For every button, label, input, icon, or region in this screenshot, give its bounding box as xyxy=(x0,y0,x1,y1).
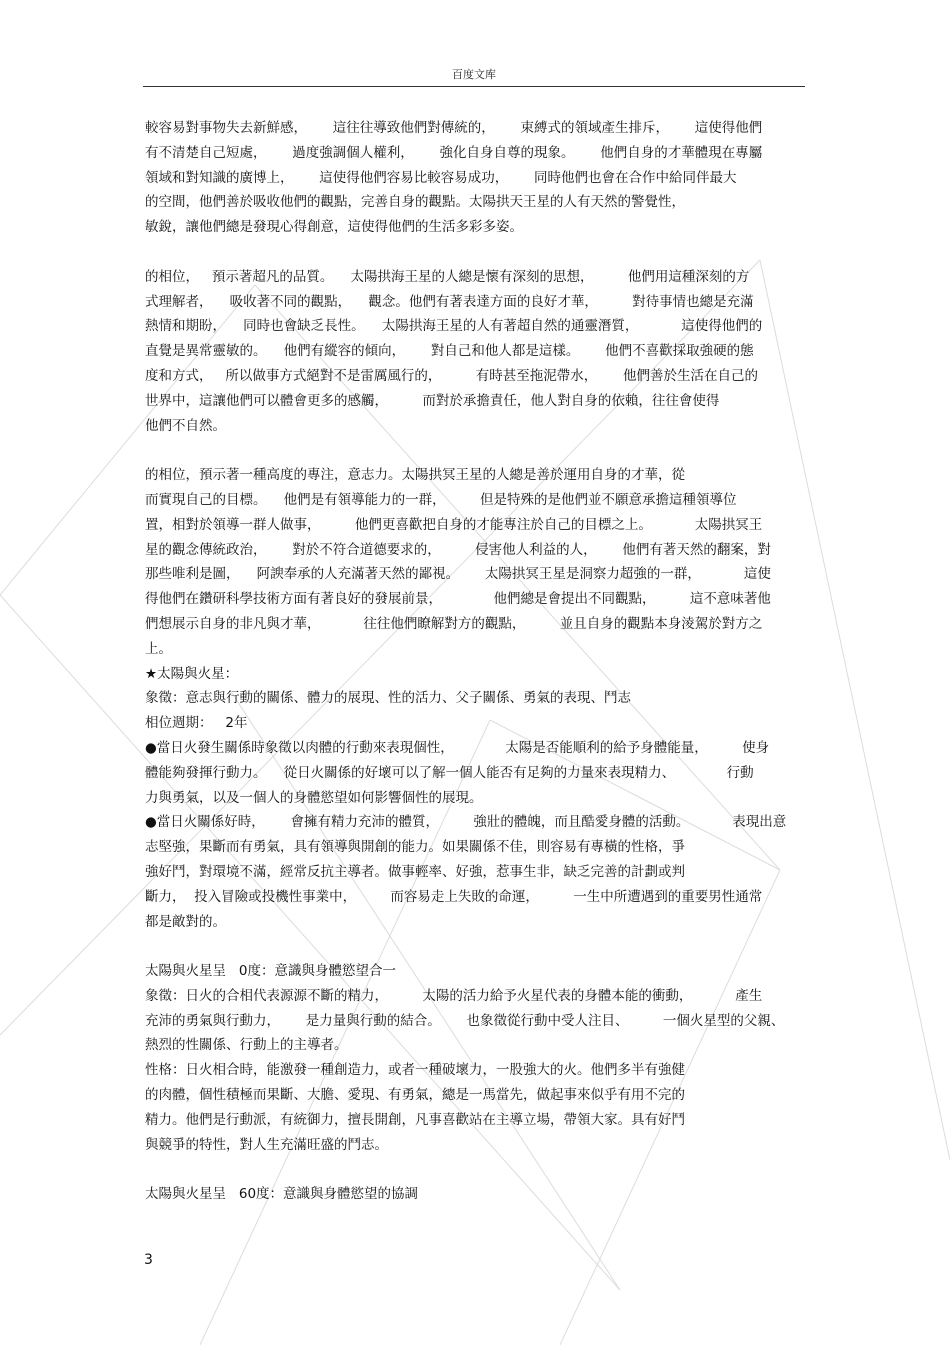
text-line: 太陽與火星呈 0度：意識與身體慾望合一 xyxy=(145,963,396,980)
text-line: 熱烈的性關係、行動上的主導者。 xyxy=(145,1037,348,1054)
text-line: 的相位，預示著一種高度的專注，意志力。太陽拱冥王星的人總是善於運用自身的才華，從 xyxy=(145,467,685,484)
text-line: 們想展示自身的非凡與才華， 往往他們瞭解對方的觀點， 並且自身的觀點本身淩駕於對方之 xyxy=(145,615,763,632)
text-line: 直覺是異常靈敏的。 他們有縱容的傾向， 對自己和他人都是這樣。 他們不喜歡採取強硬的態 xyxy=(145,343,754,360)
paragraph xyxy=(145,1182,805,1207)
text-line: 體能夠發揮行動力。 從日火關係的好壞可以了解一個人能否有足夠的力量來表現精力、 行動 xyxy=(145,764,754,781)
text-line: 力與勇氣，以及一個人的身體慾望如何影響個性的展現。 xyxy=(145,789,483,806)
text-line: 斷力， 投入冒險或投機性事業中， 而容易走上失敗的命運， 一生中所遭遇到的重要男性通常 xyxy=(145,888,763,905)
text-line: 度和方式， 所以做事方式絕對不是雷厲風行的， 有時甚至拖泥帶水， 他們善於生活在自己的 xyxy=(145,367,758,384)
text-line: 的相位， 預示著超凡的品質。 太陽拱海王星的人總是懷有深刻的思想， 他們用這種深刻的方 xyxy=(145,268,750,285)
text-line: ★太陽與火星： xyxy=(145,665,239,682)
text-line: 式理解者， 吸收著不同的觀點， 觀念。他們有著表達方面的良好才華， 對待事情也總是充滿 xyxy=(145,293,754,310)
paragraph-gap xyxy=(145,240,805,265)
text-line: 都是敵對的。 xyxy=(145,913,226,930)
paragraph xyxy=(145,959,805,1157)
text-line: 世界中，這讓他們可以體會更多的感觸， 而對於承擔責任，他人對自身的依賴，往往會使得 xyxy=(145,392,720,409)
text-line: 他們不自然。 xyxy=(145,417,226,434)
text-line: 志堅強，果斷而有勇氣，具有領導與開創的能力。如果關係不佳，則容易有專橫的性格，爭 xyxy=(145,839,685,856)
text-line: 較容易對事物失去新鮮感， 這往往導致他們對傳統的， 束縛式的領域產生排斥， 這使得他們 xyxy=(145,120,763,136)
text-line: 精力。他們是行動派，有統御力，擅長開創，凡事喜歡站在主導立場，帶領大家。具有好鬥 xyxy=(145,1111,685,1128)
paragraph-gap xyxy=(145,934,805,959)
text-line: ●當日火發生關係時象徵以肉體的行動來表現個性， 太陽是否能順利的給予身體能量， 使身 xyxy=(145,739,770,756)
text-line: 太陽與火星呈 60度：意識與身體慾望的協調 xyxy=(145,1186,419,1203)
text-line: 強好鬥，對環境不滿，經常反抗主導者。做事輕率、好強，惹事生非，缺乏完善的計劃或判 xyxy=(145,863,685,880)
text-line: ●當日火關係好時， 會擁有精力充沛的體質， 強壯的體魄，而且酷愛身體的活動。 表現出意 xyxy=(145,814,787,831)
text-line: 相位週期： 2年 xyxy=(145,715,248,732)
text-line: 熱情和期盼， 同時也會缺乏長性。 太陽拱海王星的人有著超自然的通靈潛質， 這使得他們的 xyxy=(145,318,763,335)
paragraph-gap xyxy=(145,438,805,463)
text-line: 的空間，他們善於吸收他們的觀點，完善自身的觀點。太陽拱天王星的人有天然的警覺性， xyxy=(145,194,685,211)
paragraph xyxy=(145,116,805,240)
document-body xyxy=(145,116,805,1207)
text-line: 置，相對於領導一群人做事， 他們更喜歡把自身的才能專注於自己的目標之上。 太陽拱冥王 xyxy=(145,516,763,533)
paragraph xyxy=(145,265,805,439)
text-line: 充沛的勇氣與行動力， 是力量與行動的結合。 也象徵從行動中受人注目、 一個火星型的父親、 xyxy=(145,1012,785,1029)
text-line: 象徵：日火的合相代表源源不斷的精力， 太陽的活力給予火星代表的身體本能的衝動， 產生 xyxy=(145,987,763,1004)
paragraph xyxy=(145,463,805,934)
text-line: 而實現自己的目標。 他們是有領導能力的一群， 但是特殊的是他們並不願意承擔這種領導位 xyxy=(145,491,737,508)
text-line: 與競爭的特性，對人生充滿旺盛的鬥志。 xyxy=(145,1136,388,1153)
text-line: 星的觀念傳統政治， 對於不符合道德要求的， 侵害他人利益的人， 他們有著天然的翻案，對 xyxy=(145,541,771,558)
text-line: 的肉體，個性積極而果斷、大膽、愛現、有勇氣，總是一馬當先，做起事來似乎有用不完的 xyxy=(145,1087,685,1104)
text-line: 上。 xyxy=(145,640,172,657)
header-divider xyxy=(143,86,805,87)
text-line: 那些唯利是圖， 阿諛奉承的人充滿著天然的鄙視。 太陽拱冥王星是洞察力超強的一群， 這使 xyxy=(145,566,771,583)
page-header-title: 百度文库 xyxy=(452,68,496,81)
text-line: 性格：日火相合時，能激發一種創造力，或者一種破壞力，一股強大的火。他們多半有強健 xyxy=(145,1062,685,1079)
paragraph-gap xyxy=(145,1157,805,1182)
text-line: 象徵：意志與行動的關係、體力的展現、性的活力、父子關係、勇氣的表現、鬥志 xyxy=(145,690,631,707)
text-line: 得他們在鑽研科學技術方面有著良好的發展前景， 他們總是會提出不同觀點， 這不意味著他 xyxy=(145,591,771,608)
text-line: 領域和對知識的廣博上， 這使得他們容易比較容易成功， 同時他們也會在合作中給同伴最大 xyxy=(145,169,737,186)
text-line: 敏銳，讓他們總是發現心得創意，這使得他們的生活多彩多姿。 xyxy=(145,219,523,236)
page-number: 3 xyxy=(144,1252,153,1268)
text-line: 有不清楚自己短處， 過度強調個人權利， 強化自身自尊的現象。 他們自身的才華體現在專屬 xyxy=(145,144,763,161)
